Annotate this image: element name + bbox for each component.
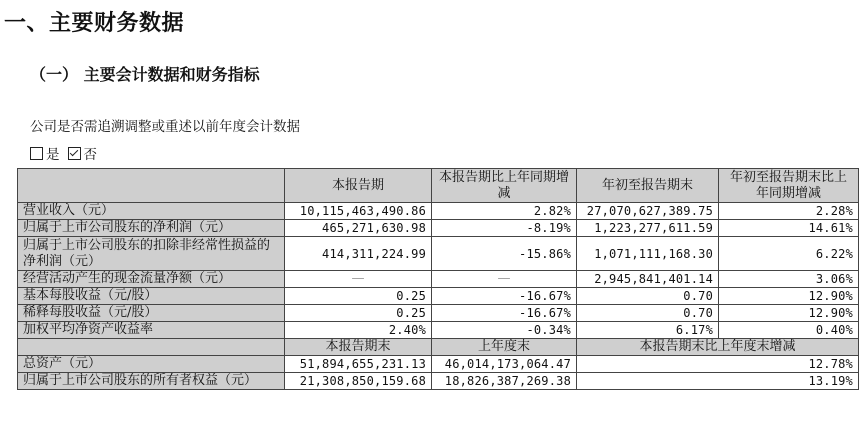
cell-value: 1,223,277,611.59 — [577, 220, 719, 237]
cell-value: 2.28% — [719, 203, 859, 220]
cell-value: -16.67% — [432, 305, 577, 322]
row-label: 稀释每股收益（元/股） — [18, 305, 285, 322]
row-label: 基本每股收益（元/股） — [18, 288, 285, 305]
cell-value: 13.19% — [577, 373, 859, 390]
header-label-cell — [18, 169, 285, 203]
table-header-row — [18, 169, 859, 203]
cell-value: 6.17% — [577, 322, 719, 339]
row-label: 经营活动产生的现金流量净额（元） — [18, 271, 285, 288]
cell-value: 12.90% — [719, 288, 859, 305]
cell-value: 46,014,173,064.47 — [432, 356, 577, 373]
restatement-choice — [30, 143, 97, 163]
cell-value: 18,826,387,269.38 — [432, 373, 577, 390]
cell-value: -0.34% — [432, 322, 577, 339]
cell-value: 465,271,630.98 — [285, 220, 432, 237]
cell-value: -15.86% — [432, 237, 577, 271]
row-label: 总资产（元） — [18, 356, 285, 373]
cell-value: 12.78% — [577, 356, 859, 373]
row-label: 营业收入（元） — [18, 203, 285, 220]
row-label: 归属于上市公司股东的所有者权益（元） — [18, 373, 285, 390]
header-current-period: 本报告期 — [285, 169, 432, 203]
table-row — [18, 288, 859, 305]
restatement-question: 公司是否需追溯调整或重述以前年度会计数据 — [30, 119, 300, 135]
section-heading: 一、主要财务数据 — [4, 11, 185, 36]
header-current-change: 本报告期比上年同期增减 — [432, 169, 577, 203]
row-label: 加权平均净资产收益率 — [18, 322, 285, 339]
cell-value: 0.40% — [719, 322, 859, 339]
cell-value: 3.06% — [719, 271, 859, 288]
financial-data-table — [17, 168, 859, 390]
table-row — [18, 356, 859, 373]
cell-value: 10,115,463,490.86 — [285, 203, 432, 220]
choice-yes-label: 是 — [46, 147, 60, 163]
table-row — [18, 220, 859, 237]
cell-value: 0.25 — [285, 305, 432, 322]
cell-value: 414,311,224.99 — [285, 237, 432, 271]
row-label: 归属于上市公司股东的扣除非经常性损益的净利润（元） — [18, 237, 285, 271]
cell-value: 0.70 — [577, 305, 719, 322]
cell-value: — — [432, 271, 577, 288]
cell-value: 14.61% — [719, 220, 859, 237]
cell-value: 2.40% — [285, 322, 432, 339]
cell-value: 6.22% — [719, 237, 859, 271]
table-row — [18, 271, 859, 288]
cell-value: 21,308,850,159.68 — [285, 373, 432, 390]
subheader-prior-year-end: 上年度末 — [432, 339, 577, 356]
cell-value: -8.19% — [432, 220, 577, 237]
subheader-label-cell — [18, 339, 285, 356]
cell-value: 12.90% — [719, 305, 859, 322]
table-row — [18, 373, 859, 390]
cell-value: 2,945,841,401.14 — [577, 271, 719, 288]
checkbox-no-checked-icon — [68, 147, 81, 160]
subsection-heading: （一） 主要会计数据和财务指标 — [30, 65, 260, 84]
cell-value: 27,070,627,389.75 — [577, 203, 719, 220]
table-row — [18, 305, 859, 322]
cell-value: 0.70 — [577, 288, 719, 305]
row-label: 归属于上市公司股东的净利润（元） — [18, 220, 285, 237]
checkbox-yes-icon — [30, 147, 43, 160]
cell-value: 51,894,655,231.13 — [285, 356, 432, 373]
cell-value: -16.67% — [432, 288, 577, 305]
table-subheader-row — [18, 339, 859, 356]
header-ytd-change: 年初至报告期末比上年同期增减 — [719, 169, 859, 203]
cell-value: 1,071,111,168.30 — [577, 237, 719, 271]
subheader-change: 本报告期末比上年度末增减 — [577, 339, 859, 356]
cell-value: — — [285, 271, 432, 288]
cell-value: 2.82% — [432, 203, 577, 220]
table-row — [18, 237, 859, 271]
table-row — [18, 203, 859, 220]
cell-value: 0.25 — [285, 288, 432, 305]
choice-no-label: 否 — [83, 147, 97, 163]
subheader-period-end: 本报告期末 — [285, 339, 432, 356]
header-ytd: 年初至报告期末 — [577, 169, 719, 203]
table-row — [18, 322, 859, 339]
